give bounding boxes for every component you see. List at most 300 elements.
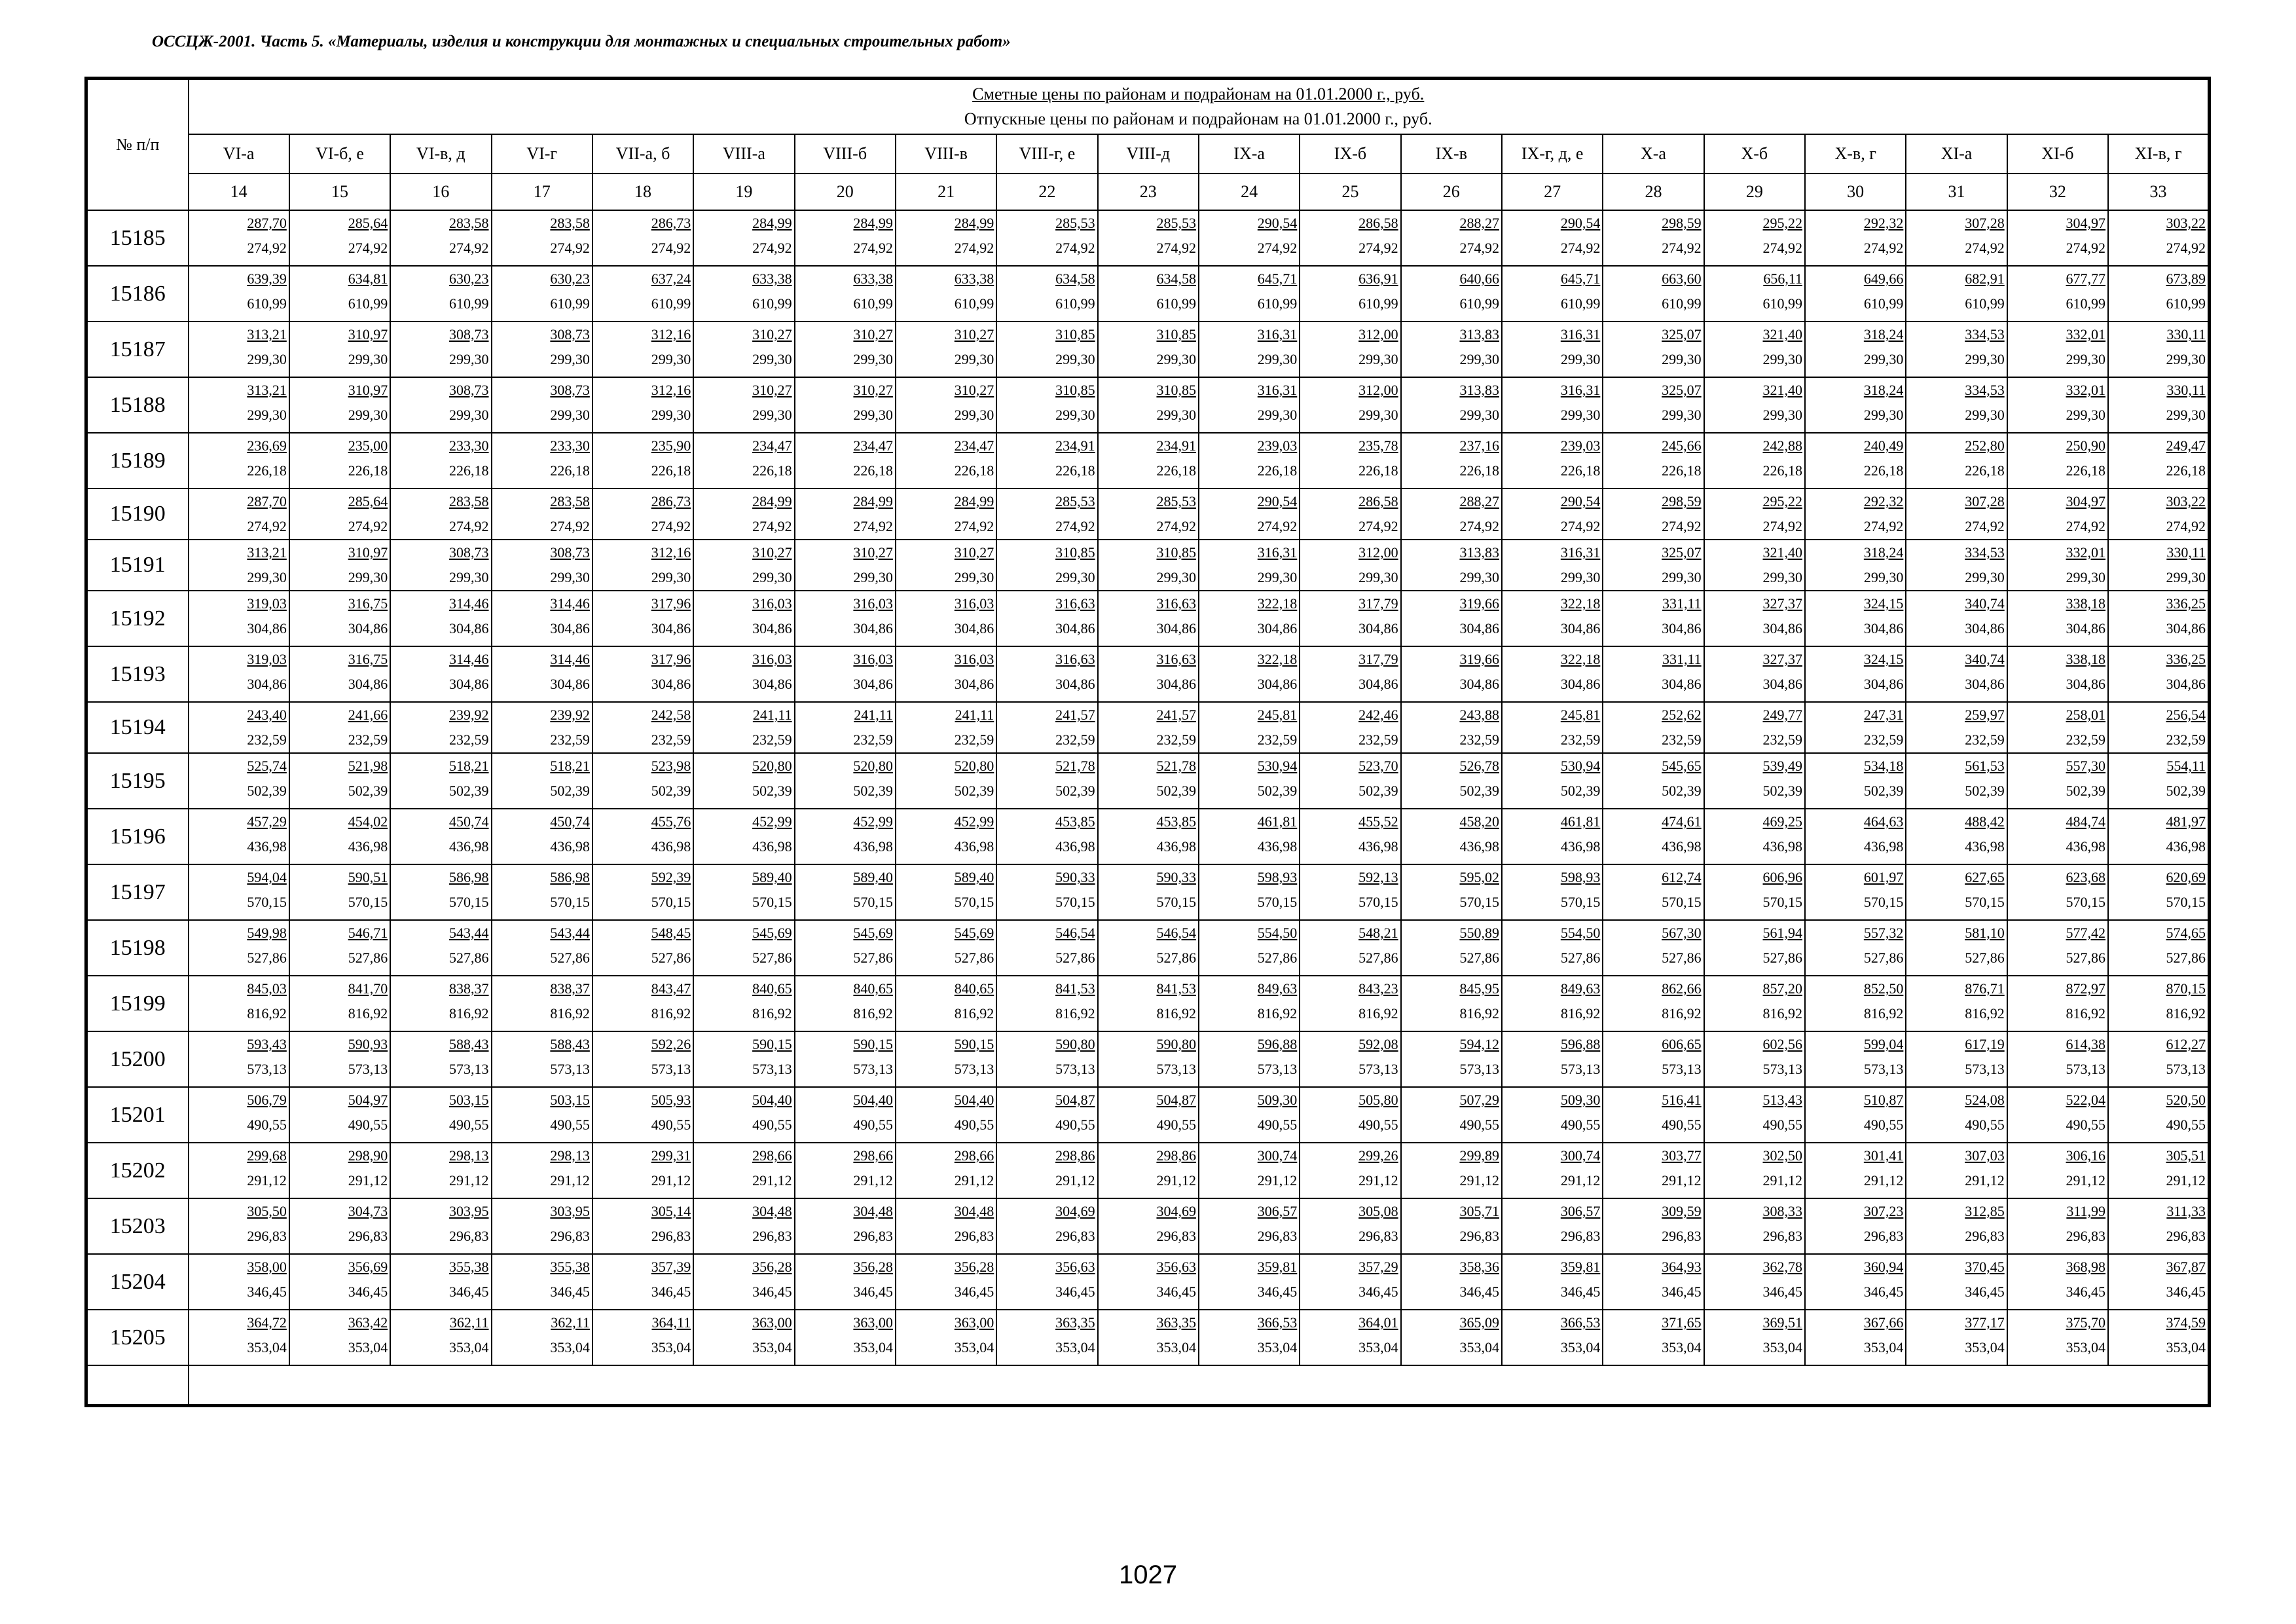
price-cell [1502, 702, 1603, 753]
column-number-row [86, 174, 2210, 210]
price-cell [1502, 976, 1603, 1031]
column-number: 21 [896, 174, 996, 210]
estimated-price: 316,75 [348, 595, 388, 612]
estimated-price: 841,53 [1156, 980, 1196, 997]
estimated-price: 554,50 [1257, 925, 1298, 941]
column-number: 28 [1603, 174, 1704, 210]
price-cell [1805, 322, 1906, 377]
estimated-price: 241,57 [1055, 707, 1095, 723]
estimated-price: 534,18 [1863, 758, 1904, 774]
price-cell [1401, 809, 1502, 864]
estimated-price: 633,38 [954, 270, 994, 287]
estimated-price: 356,28 [752, 1259, 792, 1275]
wholesale-price: 304,86 [954, 620, 994, 637]
price-cell [1603, 1254, 1704, 1310]
price-cell [1098, 540, 1199, 591]
estimated-price: 595,02 [1459, 869, 1499, 885]
wholesale-price: 346,45 [752, 1283, 792, 1300]
wholesale-price: 232,59 [348, 731, 388, 748]
estimated-price: 362,78 [1762, 1259, 1802, 1275]
estimated-price: 876,71 [1965, 980, 2005, 997]
price-cell [1906, 809, 2007, 864]
column-number: 33 [2108, 174, 2209, 210]
row-number: 15196 [86, 809, 189, 864]
wholesale-price: 610,99 [853, 295, 893, 312]
estimated-price: 313,21 [247, 382, 287, 398]
price-cell [2007, 322, 2108, 377]
wholesale-price: 436,98 [853, 838, 893, 855]
region-header: VIII-б [795, 134, 896, 174]
wholesale-price: 274,92 [1156, 240, 1196, 256]
price-cell [1098, 377, 1199, 433]
estimated-price: 840,65 [752, 980, 792, 997]
price-cell [592, 591, 693, 646]
wholesale-price: 490,55 [1965, 1116, 2005, 1133]
estimated-price: 523,98 [651, 758, 691, 774]
wholesale-price: 527,86 [348, 950, 388, 966]
estimated-price: 285,53 [1055, 493, 1095, 509]
wholesale-price: 490,55 [1257, 1116, 1298, 1133]
price-cell [390, 591, 491, 646]
estimated-price: 841,53 [1055, 980, 1095, 997]
estimated-price: 586,98 [550, 869, 590, 885]
wholesale-price: 527,86 [651, 950, 691, 966]
estimated-price: 258,01 [2066, 707, 2106, 723]
wholesale-price: 274,92 [2066, 240, 2106, 256]
wholesale-price: 816,92 [247, 1005, 287, 1022]
estimated-price: 310,27 [752, 544, 792, 561]
wholesale-price: 570,15 [1156, 894, 1196, 910]
wholesale-price: 570,15 [2166, 894, 2206, 910]
price-cell [1199, 433, 1300, 489]
price-cell [492, 976, 592, 1031]
wholesale-price: 502,39 [1459, 783, 1499, 799]
wholesale-price: 502,39 [1055, 783, 1095, 799]
price-cell [492, 920, 592, 976]
estimated-price: 364,72 [247, 1314, 287, 1331]
wholesale-price: 296,83 [1965, 1228, 2005, 1244]
estimated-price: 363,00 [752, 1314, 792, 1331]
estimated-price: 663,60 [1662, 270, 1702, 287]
estimated-price: 550,89 [1459, 925, 1499, 941]
price-cell [2108, 920, 2209, 976]
row-number: 15193 [86, 646, 189, 702]
price-cell [2007, 646, 2108, 702]
estimated-price: 590,93 [348, 1036, 388, 1052]
estimated-price: 310,27 [853, 382, 893, 398]
price-cell [390, 864, 491, 920]
column-number: 18 [592, 174, 693, 210]
wholesale-price: 274,92 [348, 518, 388, 534]
price-cell [189, 976, 289, 1031]
price-cell [896, 591, 996, 646]
wholesale-price: 527,86 [752, 950, 792, 966]
price-cell [1906, 1087, 2007, 1143]
estimated-price: 630,23 [550, 270, 590, 287]
price-cell [1704, 433, 1805, 489]
wholesale-price: 502,39 [853, 783, 893, 799]
estimated-price: 313,21 [247, 544, 287, 561]
price-cell [1502, 864, 1603, 920]
wholesale-price: 304,86 [752, 620, 792, 637]
price-cell [1502, 809, 1603, 864]
estimated-price: 287,70 [247, 493, 287, 509]
wholesale-price: 274,92 [853, 518, 893, 534]
wholesale-price: 570,15 [651, 894, 691, 910]
wholesale-price: 610,99 [752, 295, 792, 312]
price-cell [896, 540, 996, 591]
estimated-price: 645,71 [1257, 270, 1298, 287]
estimated-price: 286,73 [651, 493, 691, 509]
wholesale-price: 816,92 [1459, 1005, 1499, 1022]
estimated-price: 330,11 [2166, 544, 2206, 561]
estimated-price: 363,35 [1156, 1314, 1196, 1331]
price-cell [1199, 976, 1300, 1031]
column-number: 29 [1704, 174, 1805, 210]
row-number: 15204 [86, 1254, 189, 1310]
estimated-price: 505,80 [1358, 1092, 1398, 1108]
wholesale-price: 299,30 [1156, 407, 1196, 423]
region-header: VIII-г, е [996, 134, 1097, 174]
price-cell [189, 433, 289, 489]
price-cell [2007, 210, 2108, 266]
wholesale-price: 570,15 [1662, 894, 1702, 910]
wholesale-price: 296,83 [550, 1228, 590, 1244]
wholesale-price: 573,13 [449, 1061, 489, 1077]
estimated-price: 310,85 [1156, 326, 1196, 342]
wholesale-price: 490,55 [1863, 1116, 1904, 1133]
estimated-price: 319,03 [247, 651, 287, 667]
price-cell [1502, 433, 1603, 489]
price-cell [2108, 433, 2209, 489]
wholesale-price: 346,45 [1156, 1283, 1196, 1300]
estimated-price: 520,50 [2166, 1092, 2206, 1108]
column-number: 19 [693, 174, 794, 210]
price-cell [1199, 266, 1300, 322]
price-cell [1603, 1087, 1704, 1143]
price-cell [2007, 1254, 2108, 1310]
wholesale-price: 816,92 [1762, 1005, 1802, 1022]
estimated-price: 590,15 [853, 1036, 893, 1052]
wholesale-price: 570,15 [1055, 894, 1095, 910]
price-cell [1805, 433, 1906, 489]
price-cell [1502, 1143, 1603, 1198]
estimated-price: 234,47 [954, 437, 994, 454]
table-row [86, 210, 2210, 266]
wholesale-price: 502,39 [651, 783, 691, 799]
column-number: 20 [795, 174, 896, 210]
estimated-price: 233,30 [449, 437, 489, 454]
wholesale-price: 490,55 [651, 1116, 691, 1133]
estimated-price: 283,58 [550, 215, 590, 231]
estimated-price: 295,22 [1762, 215, 1802, 231]
estimated-price: 554,50 [1560, 925, 1601, 941]
price-cell [693, 646, 794, 702]
price-cell [996, 433, 1097, 489]
row-number: 15201 [86, 1087, 189, 1143]
estimated-price: 589,40 [853, 869, 893, 885]
price-cell [1603, 753, 1704, 809]
wholesale-price: 353,04 [1560, 1339, 1601, 1356]
estimated-price: 316,31 [1560, 544, 1601, 561]
price-cell [1805, 489, 1906, 540]
price-cell [1300, 1310, 1400, 1365]
estimated-price: 872,97 [2066, 980, 2106, 997]
estimated-price: 298,66 [752, 1147, 792, 1164]
wholesale-price: 226,18 [550, 462, 590, 479]
estimated-price: 656,11 [1763, 270, 1802, 287]
estimated-price: 310,85 [1156, 382, 1196, 398]
wholesale-price: 274,92 [1055, 240, 1095, 256]
wholesale-price: 436,98 [1358, 838, 1398, 855]
wholesale-price: 527,86 [1257, 950, 1298, 966]
wholesale-price: 274,92 [1459, 240, 1499, 256]
estimated-price: 590,33 [1055, 869, 1095, 885]
estimated-price: 292,32 [1863, 215, 1904, 231]
price-cell [1603, 1198, 1704, 1254]
estimated-price: 363,42 [348, 1314, 388, 1331]
estimated-price: 313,21 [247, 326, 287, 342]
price-cell [1098, 433, 1199, 489]
price-cell [189, 266, 289, 322]
wholesale-price: 346,45 [247, 1283, 287, 1300]
price-cell [1906, 377, 2007, 433]
price-cell [1401, 1310, 1502, 1365]
wholesale-price: 490,55 [348, 1116, 388, 1133]
price-cell [1098, 864, 1199, 920]
estimated-price: 239,92 [449, 707, 489, 723]
price-cell [492, 864, 592, 920]
wholesale-price: 299,30 [550, 407, 590, 423]
wholesale-price: 291,12 [1358, 1172, 1398, 1189]
wholesale-price: 274,92 [348, 240, 388, 256]
price-cell [189, 1143, 289, 1198]
wholesale-price: 570,15 [1863, 894, 1904, 910]
estimated-price: 510,87 [1863, 1092, 1904, 1108]
estimated-price: 319,66 [1459, 595, 1499, 612]
wholesale-price: 816,92 [1560, 1005, 1601, 1022]
price-cell [289, 489, 390, 540]
region-header: IX-а [1199, 134, 1300, 174]
price-cell [1502, 266, 1603, 322]
estimated-price: 634,58 [1055, 270, 1095, 287]
price-cell [1300, 646, 1400, 702]
table-row [86, 1310, 2210, 1365]
price-cell [1906, 433, 2007, 489]
price-cell [289, 540, 390, 591]
estimated-price: 453,85 [1055, 813, 1095, 830]
price-cell [289, 1310, 390, 1365]
column-number: 24 [1199, 174, 1300, 210]
estimated-price: 284,99 [954, 493, 994, 509]
wholesale-price: 274,92 [247, 518, 287, 534]
wholesale-price: 570,15 [550, 894, 590, 910]
price-cell [189, 322, 289, 377]
price-cell [390, 210, 491, 266]
estimated-price: 306,57 [1257, 1203, 1298, 1219]
estimated-price: 548,21 [1358, 925, 1398, 941]
column-number: 16 [390, 174, 491, 210]
estimated-price: 365,09 [1459, 1314, 1499, 1331]
estimated-price: 317,96 [651, 651, 691, 667]
estimated-price: 592,26 [651, 1036, 691, 1052]
wholesale-price: 304,86 [1358, 620, 1398, 637]
price-cell [492, 753, 592, 809]
wholesale-price: 490,55 [1156, 1116, 1196, 1133]
wholesale-price: 299,30 [1459, 569, 1499, 585]
price-cell [896, 809, 996, 864]
price-cell [996, 322, 1097, 377]
estimated-price: 338,18 [2066, 651, 2106, 667]
wholesale-price: 226,18 [348, 462, 388, 479]
estimated-price: 319,03 [247, 595, 287, 612]
estimated-price: 298,90 [348, 1147, 388, 1164]
estimated-price: 520,80 [853, 758, 893, 774]
wholesale-price: 490,55 [1560, 1116, 1601, 1133]
price-cell [1805, 210, 1906, 266]
price-cell [289, 1143, 390, 1198]
estimated-price: 285,53 [1055, 215, 1095, 231]
estimated-price: 312,00 [1358, 544, 1398, 561]
wholesale-price: 570,15 [247, 894, 287, 910]
wholesale-price: 490,55 [954, 1116, 994, 1133]
price-cell [795, 489, 896, 540]
wholesale-price: 299,30 [1560, 407, 1601, 423]
estimated-price: 310,27 [954, 544, 994, 561]
estimated-price: 852,50 [1863, 980, 1904, 997]
price-cell [1704, 489, 1805, 540]
price-cell [1603, 266, 1704, 322]
price-cell [1906, 646, 2007, 702]
estimated-price: 452,99 [752, 813, 792, 830]
estimated-price: 581,10 [1965, 925, 2005, 941]
estimated-price: 513,43 [1762, 1092, 1802, 1108]
estimated-price: 313,83 [1459, 544, 1499, 561]
price-cell [2007, 1031, 2108, 1087]
estimated-price: 283,58 [449, 215, 489, 231]
row-number: 15185 [86, 210, 189, 266]
estimated-price: 545,69 [954, 925, 994, 941]
wholesale-price: 274,92 [1965, 518, 2005, 534]
estimated-price: 286,73 [651, 215, 691, 231]
price-cell [795, 433, 896, 489]
price-cell [390, 1087, 491, 1143]
wholesale-price: 299,30 [2066, 351, 2106, 367]
price-cell [693, 433, 794, 489]
price-cell [592, 753, 693, 809]
wholesale-price: 232,59 [1965, 731, 2005, 748]
wholesale-price: 346,45 [348, 1283, 388, 1300]
wholesale-price: 353,04 [1156, 1339, 1196, 1356]
region-header: X-в, г [1805, 134, 1906, 174]
price-cell [693, 809, 794, 864]
wholesale-price: 816,92 [2166, 1005, 2206, 1022]
estimated-price: 590,33 [1156, 869, 1196, 885]
wholesale-price: 299,30 [1055, 407, 1095, 423]
price-cell [693, 591, 794, 646]
price-cell [1098, 753, 1199, 809]
price-cell [1300, 809, 1400, 864]
estimated-price: 355,38 [550, 1259, 590, 1275]
price-cell [996, 646, 1097, 702]
price-cell [289, 1087, 390, 1143]
estimated-price: 330,11 [2166, 382, 2206, 398]
price-cell [1502, 377, 1603, 433]
price-cell [896, 864, 996, 920]
estimated-price: 236,69 [247, 437, 287, 454]
price-cell [896, 1254, 996, 1310]
estimated-price: 567,30 [1662, 925, 1702, 941]
estimated-price: 612,74 [1662, 869, 1702, 885]
price-cell [1502, 920, 1603, 976]
region-header: VI-б, е [289, 134, 390, 174]
price-cell [1603, 809, 1704, 864]
estimated-price: 334,53 [1965, 326, 2005, 342]
wholesale-price: 232,59 [1560, 731, 1601, 748]
price-cell [1401, 266, 1502, 322]
price-cell [1199, 591, 1300, 646]
price-cell [2108, 489, 2209, 540]
price-cell [492, 1254, 592, 1310]
wholesale-price: 304,86 [853, 676, 893, 692]
estimated-price: 310,85 [1055, 544, 1095, 561]
price-cell [1401, 1087, 1502, 1143]
estimated-price: 634,81 [348, 270, 388, 287]
estimated-price: 284,99 [752, 215, 792, 231]
price-cell [1805, 1087, 1906, 1143]
estimated-price: 362,11 [551, 1314, 590, 1331]
estimated-price: 322,18 [1560, 651, 1601, 667]
estimated-price: 862,66 [1662, 980, 1702, 997]
estimated-price: 308,73 [550, 382, 590, 398]
wholesale-price: 502,39 [1965, 783, 2005, 799]
estimated-price: 307,23 [1863, 1203, 1904, 1219]
estimated-price: 522,04 [2066, 1092, 2106, 1108]
estimated-price: 359,81 [1257, 1259, 1298, 1275]
estimated-price: 284,99 [853, 215, 893, 231]
column-number: 15 [289, 174, 390, 210]
wholesale-price: 527,86 [1762, 950, 1802, 966]
price-cell [1603, 646, 1704, 702]
price-cell [2108, 591, 2209, 646]
price-cell [390, 809, 491, 864]
wholesale-price: 570,15 [449, 894, 489, 910]
price-cell [1704, 266, 1805, 322]
wholesale-price: 274,92 [2066, 518, 2106, 534]
price-cell [592, 322, 693, 377]
price-cell [1401, 322, 1502, 377]
price-cell [1805, 1310, 1906, 1365]
price-cell [390, 920, 491, 976]
estimated-price: 298,66 [954, 1147, 994, 1164]
wholesale-price: 573,13 [1762, 1061, 1802, 1077]
price-cell [795, 1310, 896, 1365]
estimated-price: 304,69 [1156, 1203, 1196, 1219]
column-number: 25 [1300, 174, 1400, 210]
wholesale-price: 436,98 [2066, 838, 2106, 855]
estimated-price: 290,54 [1257, 493, 1298, 509]
estimated-price: 313,83 [1459, 326, 1499, 342]
estimated-price: 310,27 [752, 382, 792, 398]
estimated-price: 290,54 [1257, 215, 1298, 231]
estimated-price: 284,99 [853, 493, 893, 509]
estimated-price: 606,96 [1762, 869, 1802, 885]
wholesale-price: 299,30 [651, 351, 691, 367]
estimated-price: 356,28 [954, 1259, 994, 1275]
wholesale-price: 296,83 [1358, 1228, 1398, 1244]
wholesale-price: 299,30 [853, 351, 893, 367]
estimated-price: 332,01 [2066, 326, 2106, 342]
